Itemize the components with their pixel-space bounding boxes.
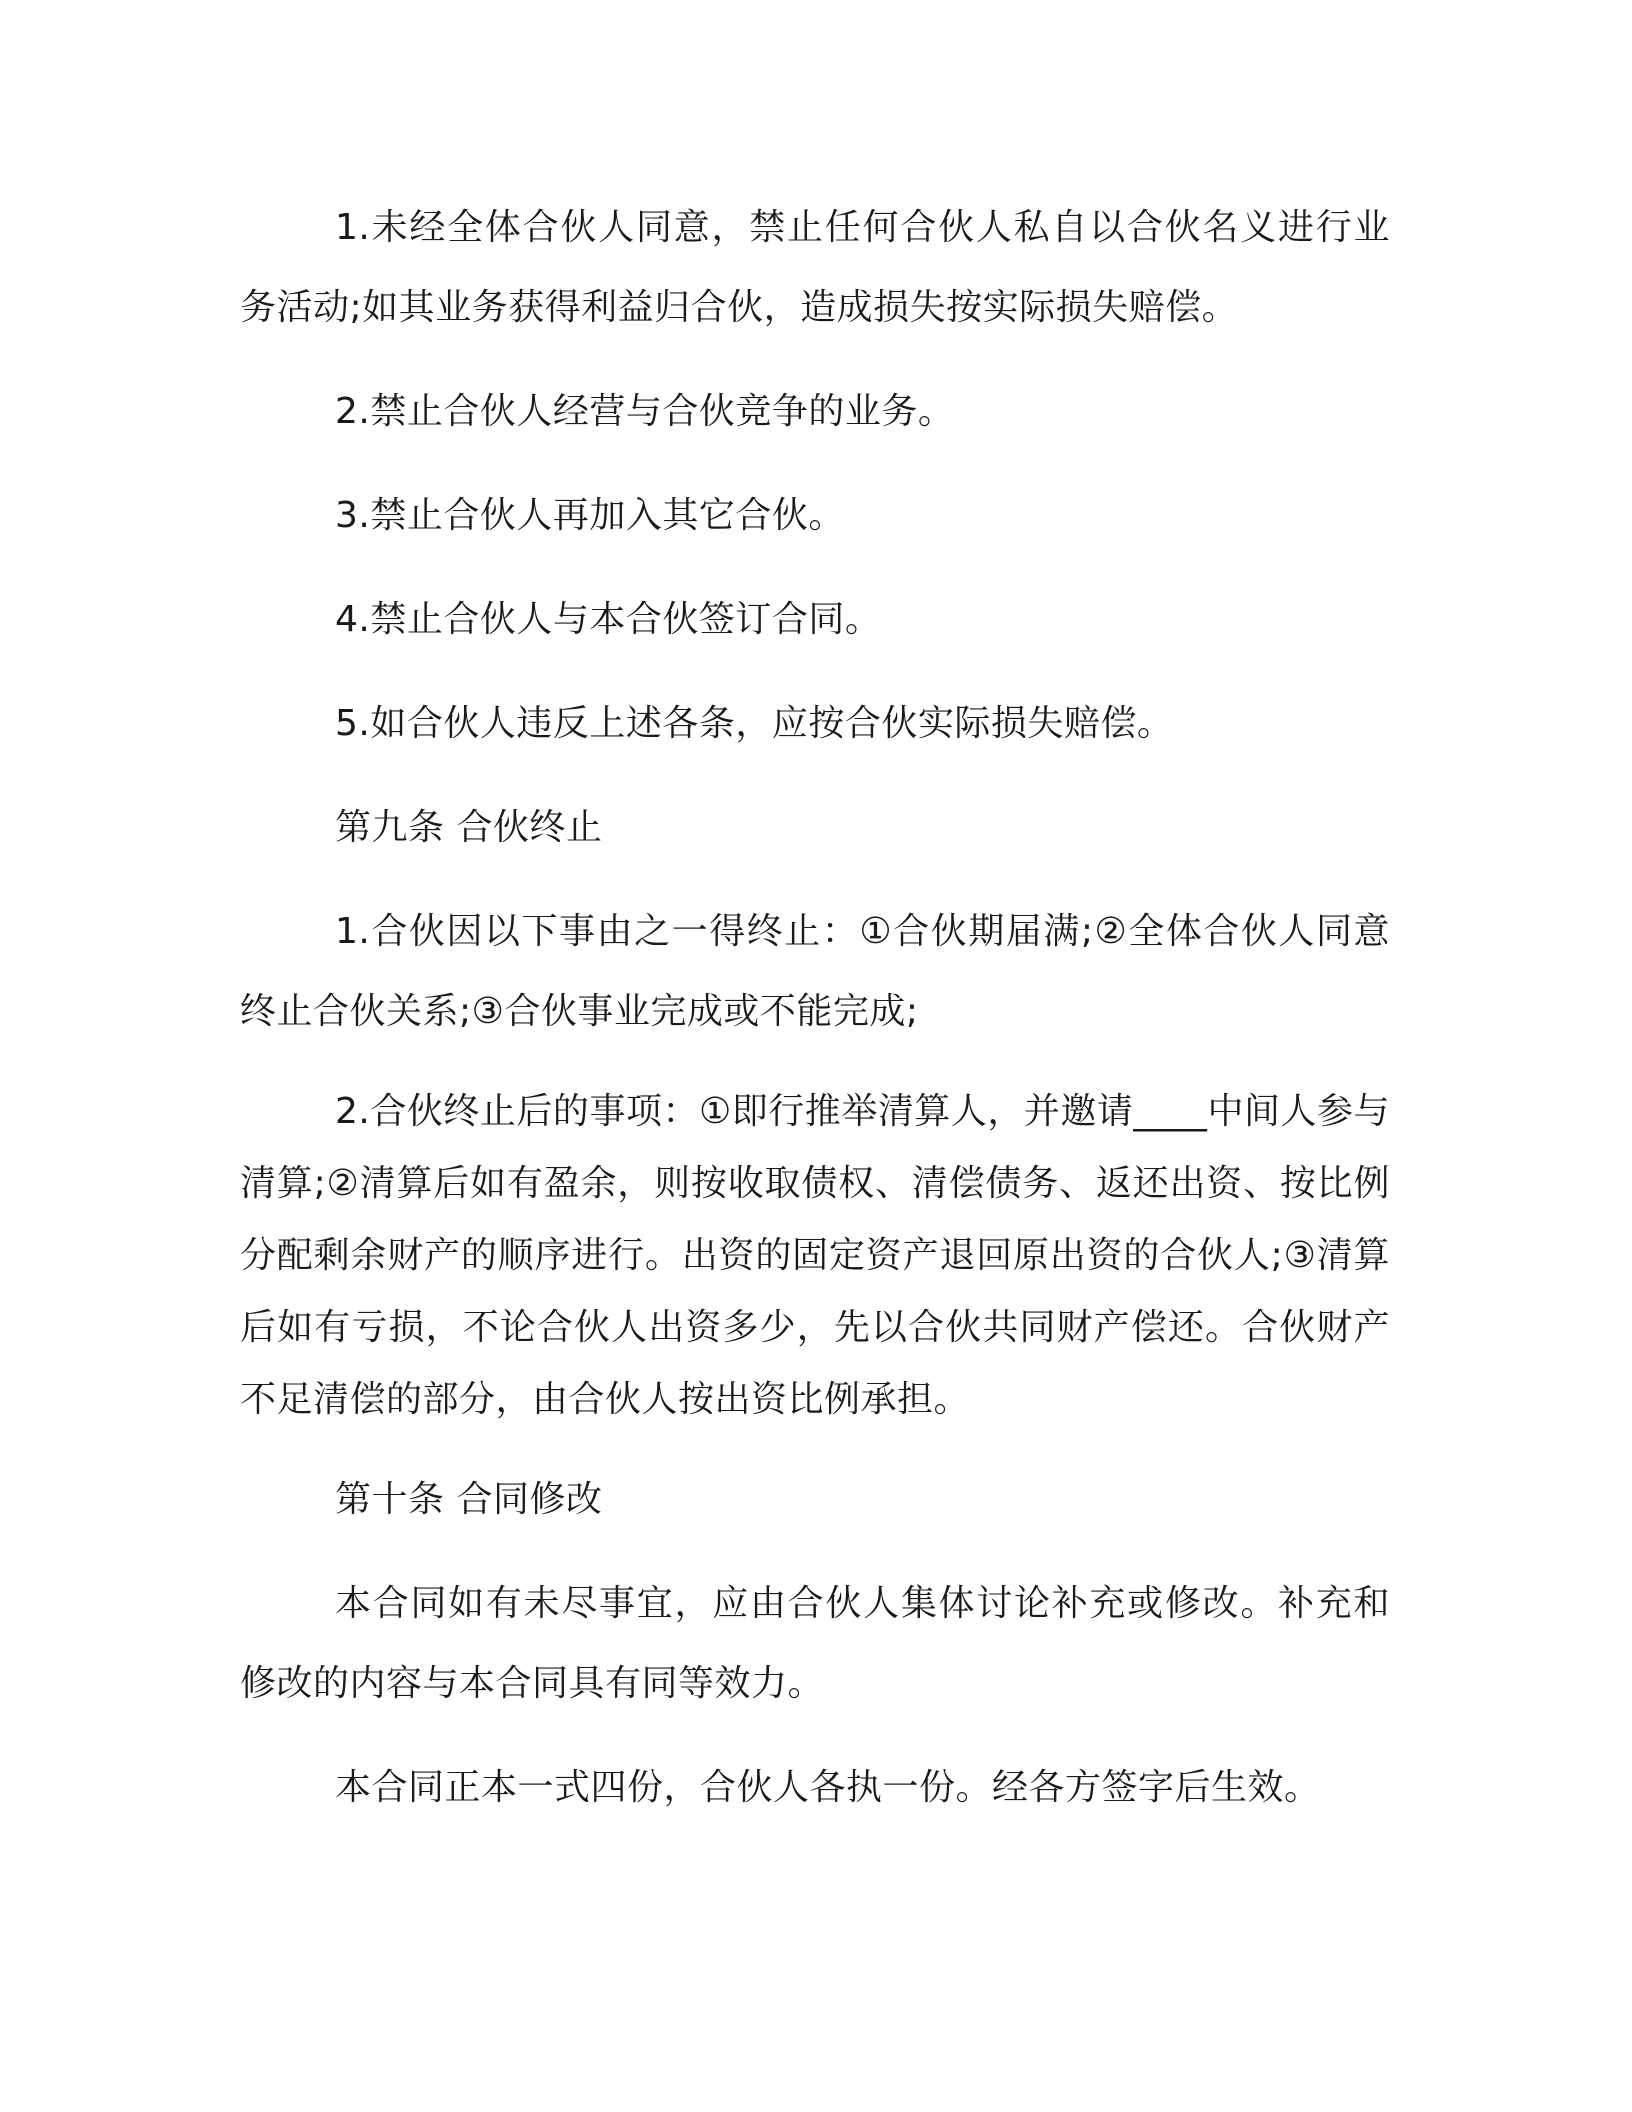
article-heading-10: 第十条 合同修改 (335, 1479, 603, 1520)
clause-item-4: 4.禁止合伙人与本合伙签订合同。 (335, 599, 882, 640)
clause-item-3: 3.禁止合伙人再加入其它合伙。 (335, 495, 845, 536)
clause-item-2: 2.禁止合伙人经营与合伙竞争的业务。 (335, 391, 955, 432)
clause-item-1: 1.未经全体合伙人同意，禁止任何合伙人私自以合伙名义进行业务活动;如其业务获得利益归合伙，造成损失按实际损失赔偿。 (240, 207, 1390, 328)
termination-item-2: 2.合伙终止后的事项：①即行推举清算人，并邀请____中间人参与清算;②清算后如有盈余，则按收取债权、清偿债务、返还出资、按比例分配剩余财产的顺序进行。出资的固定资产退回原出资的合伙人;③清算后如有亏损，不论合伙人出资多少，先以合伙共同财产偿还。合伙财产不足清偿的部分，由合伙人按出资比例承担。 (240, 1091, 1390, 1420)
copies-paragraph: 本合同正本一式四份，合伙人各执一份。经各方签字后生效。 (335, 1767, 1321, 1808)
clause-item-5: 5.如合伙人违反上述各条，应按合伙实际损失赔偿。 (335, 703, 1174, 744)
document-body (240, 188, 1390, 1852)
article-heading-9: 第九条 合伙终止 (335, 807, 603, 848)
amendment-paragraph: 本合同如有未尽事宜，应由合伙人集体讨论补充或修改。补充和修改的内容与本合同具有同等效力。 (240, 1583, 1390, 1704)
termination-item-1: 1.合伙因以下事由之一得终止：①合伙期届满;②全体合伙人同意终止合伙关系;③合伙事业完成或不能完成; (240, 911, 1390, 1032)
